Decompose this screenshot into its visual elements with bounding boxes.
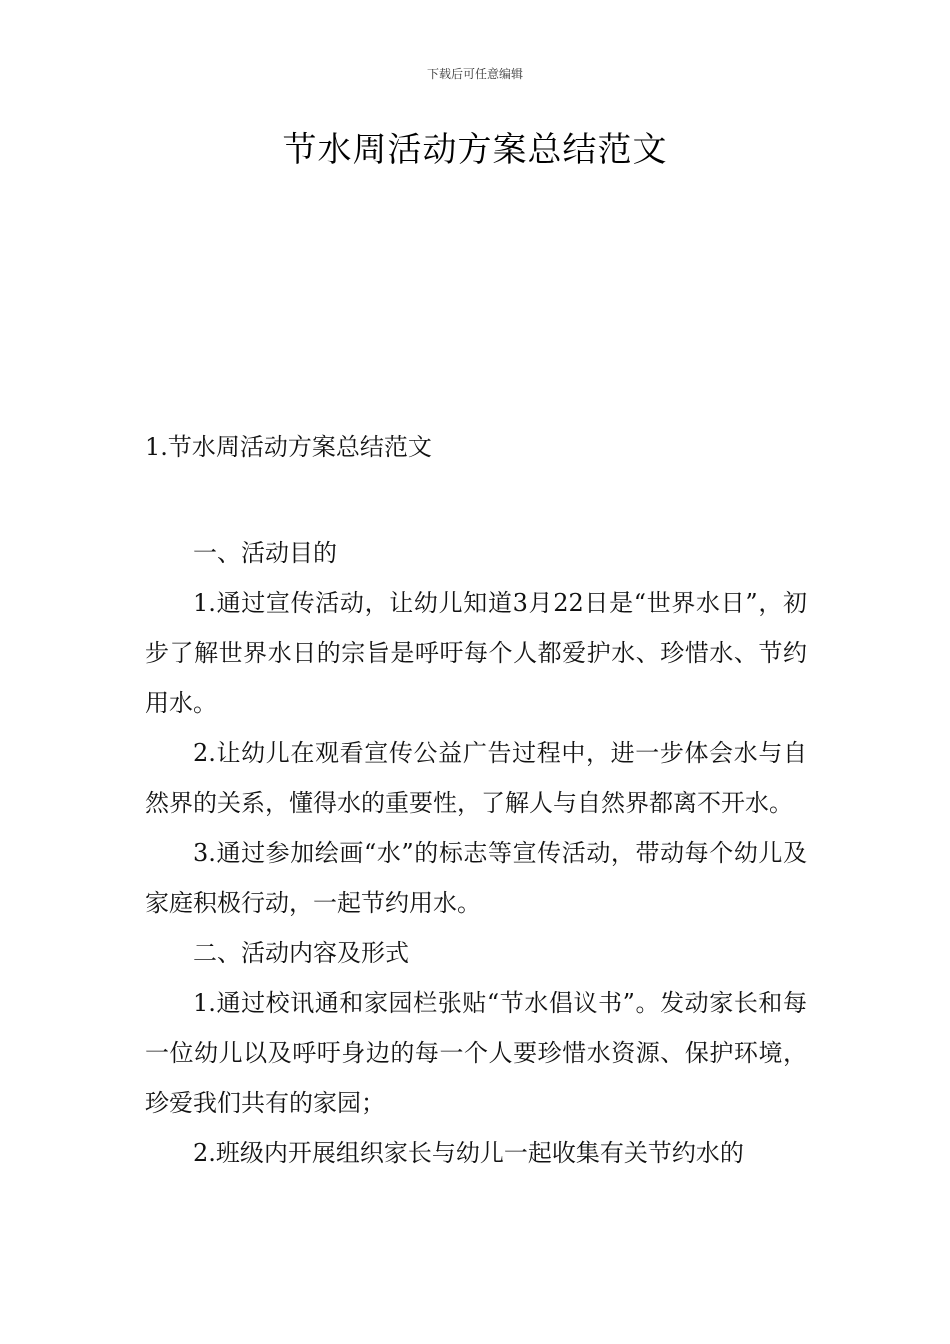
paragraph-purpose-1: 1.通过宣传活动，让幼儿知道3月22日是“世界水日”，初步了解世界水日的宗旨是呼吁每个人都爱护水、珍惜水、节约用水。 (145, 589, 807, 717)
heading-activity-content: 二、活动内容及形式 (193, 939, 409, 967)
header-note: 下载后可任意编辑 (426, 67, 523, 81)
heading-activity-purpose: 一、活动目的 (193, 539, 337, 567)
paragraph-content-1: 1.通过校讯通和家园栏张贴“节水倡议书”。发动家长和每一位幼儿以及呼吁身边的每一个人要珍惜水资源、保护环境，珍爱我们共有的家园； (145, 989, 807, 1117)
paragraph-purpose-3: 3.通过参加绘画“水”的标志等宣传活动，带动每个幼儿及家庭积极行动，一起节约用水。 (145, 839, 807, 917)
paragraph-purpose-2: 2.让幼儿在观看宣传公益广告过程中，进一步体会水与自然界的关系，懂得水的重要性，了解人与自然界都离不开水。 (145, 739, 807, 817)
document-body (145, 528, 807, 1178)
document-title: 节水周活动方案总结范文 (282, 130, 668, 170)
section-heading: 1.节水周活动方案总结范文 (145, 433, 432, 461)
paragraph-content-2: 2.班级内开展组织家长与幼儿一起收集有关节约水的 (193, 1139, 744, 1167)
